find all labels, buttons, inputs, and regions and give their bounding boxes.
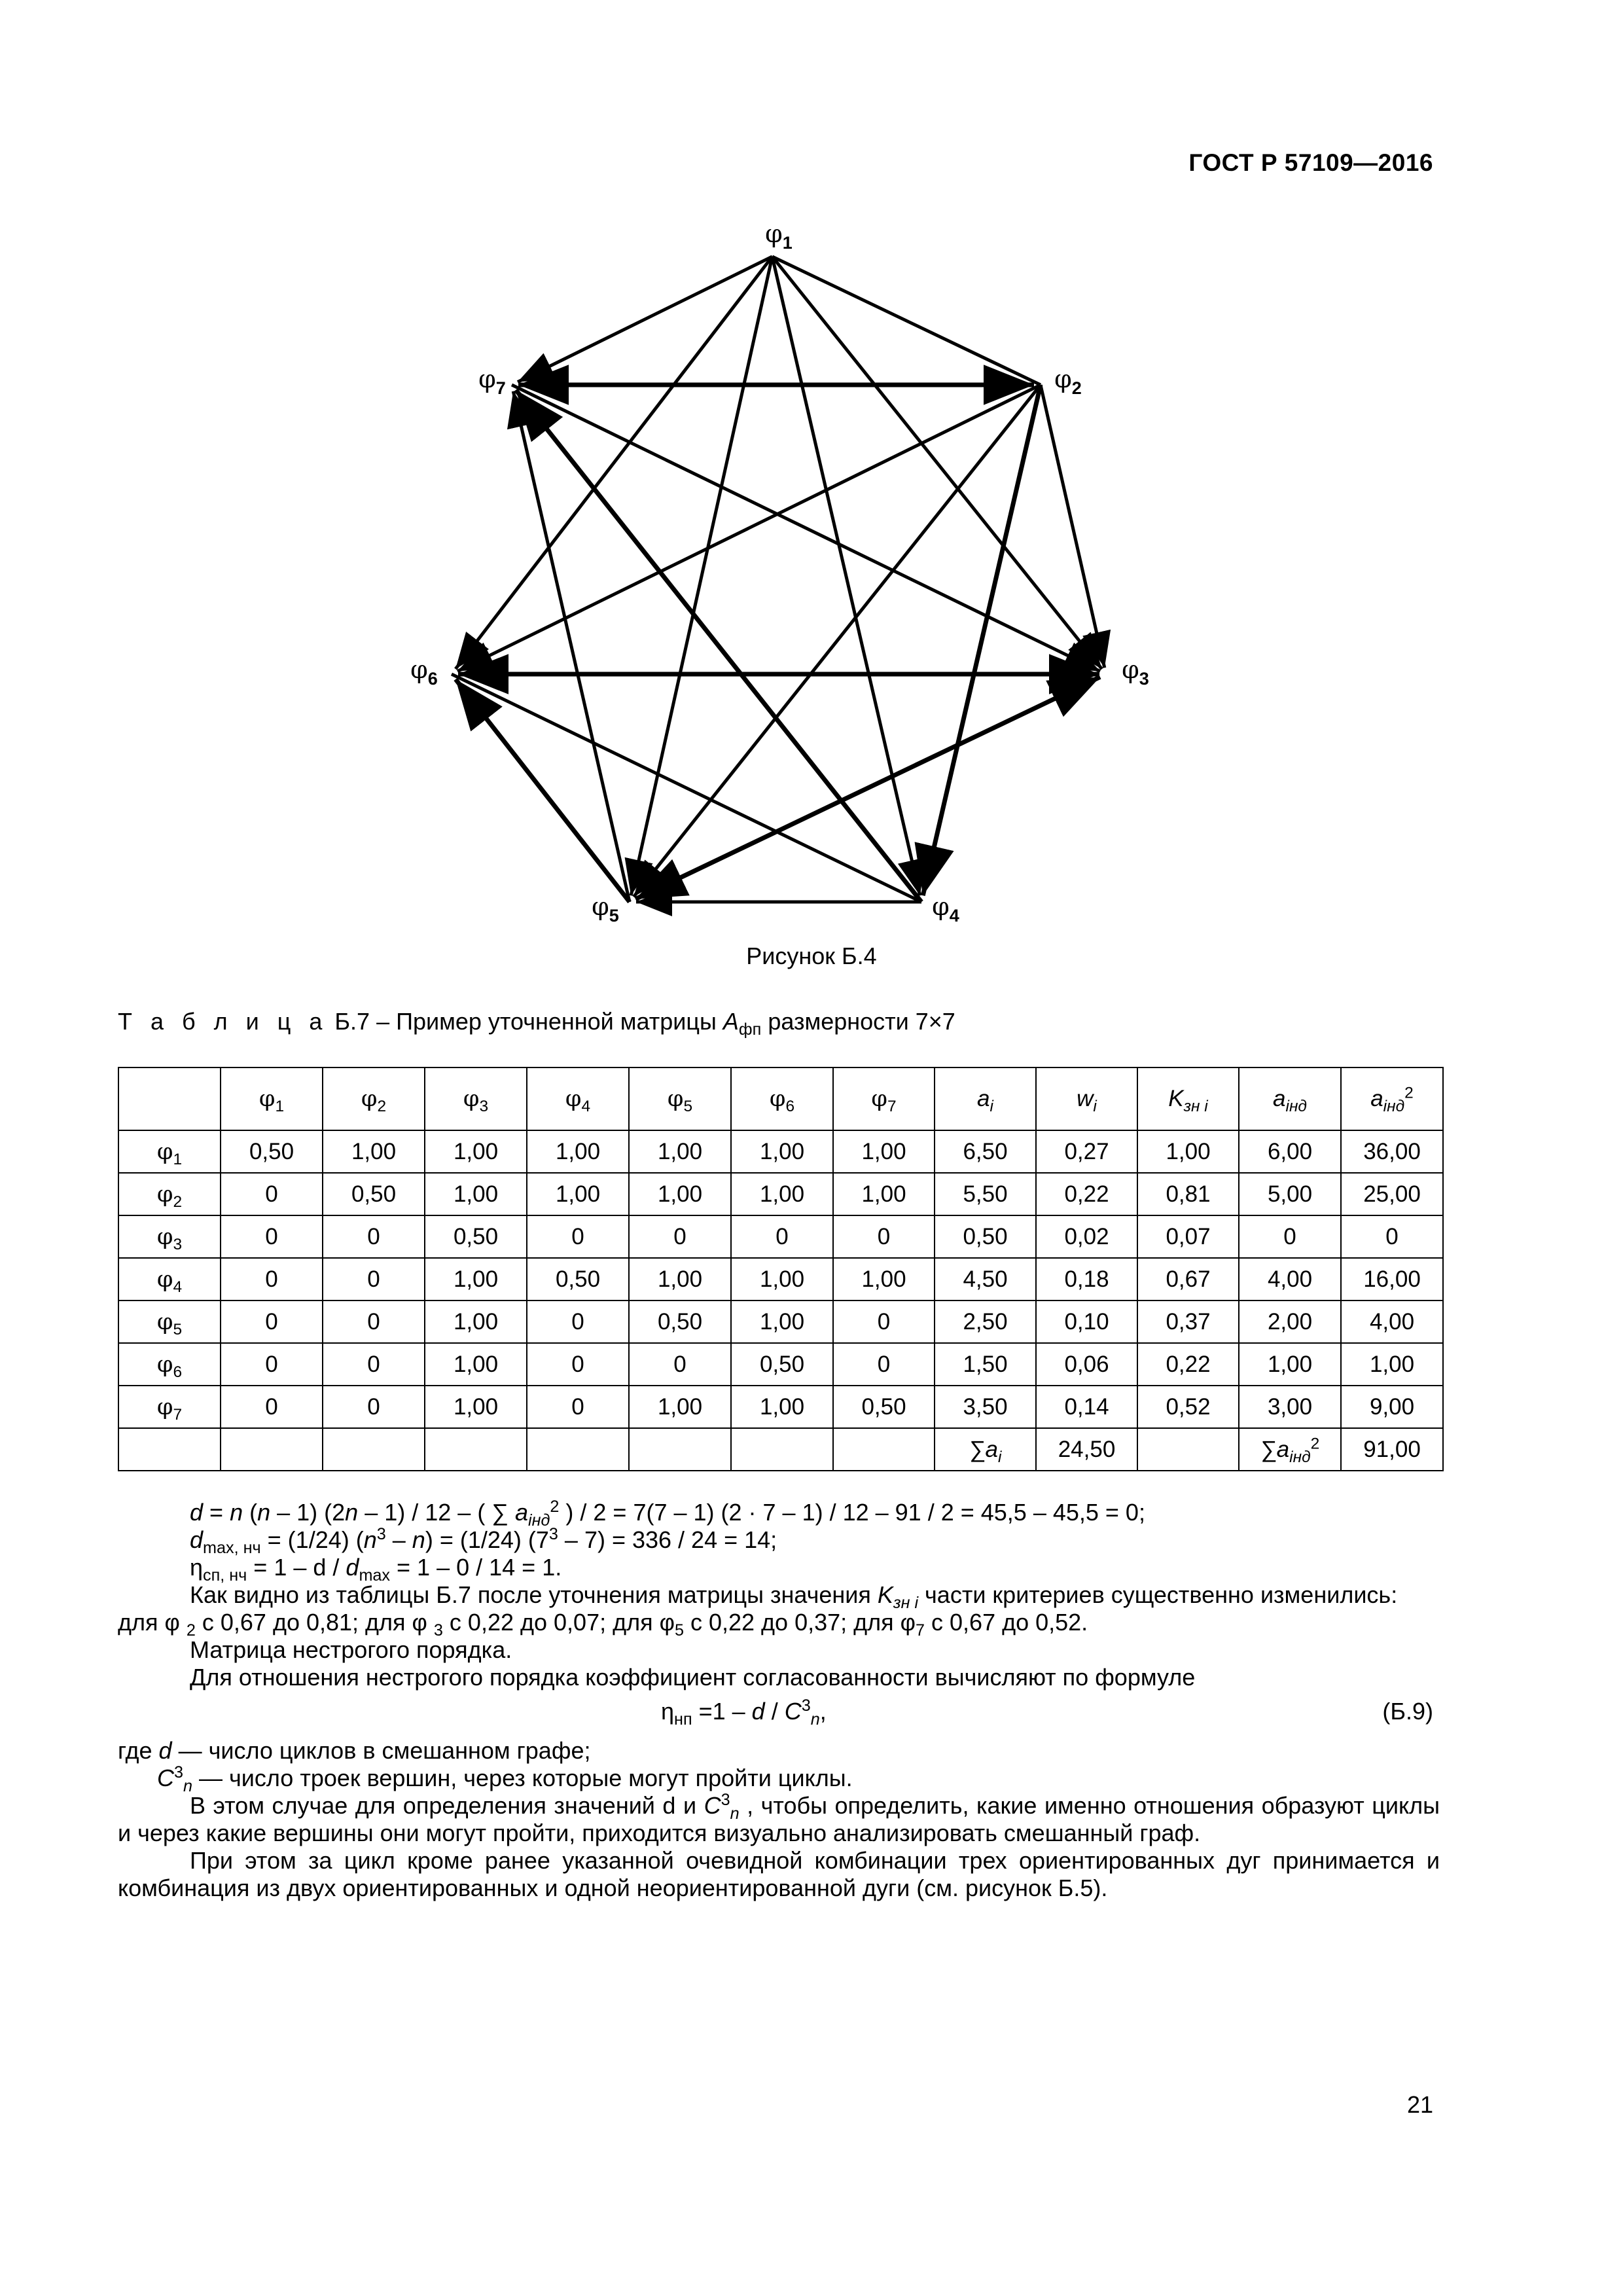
table-caption-number: Б.7 <box>334 1008 370 1035</box>
table-cell: 2,00 <box>1239 1300 1341 1343</box>
table-cell: 1,00 <box>629 1386 731 1428</box>
table-cell: 0 <box>323 1215 425 1258</box>
table-caption-symbol: A <box>722 1008 739 1035</box>
table-row <box>118 1386 1443 1428</box>
header-cell-9: $w_i$ <box>1036 1067 1137 1130</box>
table-cell: 1,00 <box>1341 1343 1443 1386</box>
table-cell: 1,00 <box>527 1130 629 1173</box>
table-cell: 1,00 <box>425 1386 527 1428</box>
mixed-graph-figure <box>0 0 1623 956</box>
formula-dmax: $d_{max, нч} = (1/24)$ $(n^3 - n) = (1/24)$ $(7^3 - 7) = 336 / 24 = 14$; <box>190 1525 777 1558</box>
edge-5-3 <box>635 677 1100 899</box>
table-cell: 2,50 <box>935 1300 1036 1343</box>
sum-aind-label: $\sum a_{iнд}^2$ <box>1239 1428 1341 1471</box>
table-header-row <box>118 1067 1443 1130</box>
paragraph-cycle: При этом за цикл кроме ранее указанной очевидной комбинации трех ориентированных дуг принимается и комбинация из двух ориентированных и одной неориентированной дуги (см. рисунок Б.5). <box>118 1847 1440 1901</box>
table-cell: 0 <box>221 1300 323 1343</box>
standard-header: ГОСТ Р 57109—2016 <box>1188 149 1433 176</box>
table-cell: 1,00 <box>1239 1343 1341 1386</box>
table-cell: 0,22 <box>1137 1343 1239 1386</box>
sum-row-cell <box>629 1428 731 1471</box>
sum-row-cell <box>221 1428 323 1471</box>
sum-ai-label: $\sum a_i$ <box>935 1428 1036 1471</box>
paragraph-change-intro: Как видно из таблицы Б.7 после уточнения матрицы значения $K_{зн i}$ части критериев существенно изменились: <box>190 1581 1398 1613</box>
table-cell: 0 <box>629 1215 731 1258</box>
figure-caption: Рисунок Б.4 <box>746 942 877 969</box>
table-cell: 0 <box>1341 1215 1443 1258</box>
table-cell: 0,81 <box>1137 1173 1239 1215</box>
sum-row-cell <box>731 1428 833 1471</box>
header-cell-0 <box>118 1067 221 1130</box>
table-cell: 16,00 <box>1341 1258 1443 1300</box>
table-cell: 0 <box>833 1215 935 1258</box>
table-cell: 1,00 <box>425 1343 527 1386</box>
table-cell: 1,00 <box>629 1258 731 1300</box>
table-cell: 4,50 <box>935 1258 1036 1300</box>
table-cell: 0 <box>221 1258 323 1300</box>
table-cell: 1,00 <box>731 1300 833 1343</box>
table-cell: 1,00 <box>731 1173 833 1215</box>
table-cell: 1,00 <box>323 1130 425 1173</box>
table-cell: 0,50 <box>629 1300 731 1343</box>
table-cell: 0,50 <box>425 1215 527 1258</box>
table-row <box>118 1343 1443 1386</box>
table-caption-tail: размерности 7×7 <box>768 1008 955 1035</box>
table-cell: 0,27 <box>1036 1130 1137 1173</box>
table-cell: 1,00 <box>425 1300 527 1343</box>
table-cell: 0 <box>833 1300 935 1343</box>
formula-d: d = n (n – 1) (2n – 1) / 12 – ( ∑ $a_{iнд}^2$ ) / 2 = 7(7 – 1) (2 · 7 – 1) / 12 – 91 / 2 = 45,5 – 45,5 = 0; <box>190 1498 1145 1530</box>
table-cell: 0 <box>527 1343 629 1386</box>
refined-matrix-table <box>118 1067 1444 1471</box>
table-cell: 4,00 <box>1239 1258 1341 1300</box>
table-cell: 1,00 <box>833 1130 935 1173</box>
header-cell-4: $\varphi_4$ <box>527 1067 629 1130</box>
table-cell: 0 <box>221 1173 323 1215</box>
table-cell: 0 <box>221 1343 323 1386</box>
table-cell: 0 <box>323 1300 425 1343</box>
table-cell: 1,00 <box>833 1258 935 1300</box>
sum-ai-value: 24,50 <box>1036 1428 1137 1471</box>
table-cell: 0,02 <box>1036 1215 1137 1258</box>
body-text <box>118 1499 1440 1902</box>
table-caption-word: Т а б л и ц а <box>118 1008 329 1035</box>
table-cell: 0 <box>323 1343 425 1386</box>
node-label-phi-1: $\varphi_1$ <box>765 219 793 253</box>
table-cell: 6,00 <box>1239 1130 1341 1173</box>
table-cell: 0,67 <box>1137 1258 1239 1300</box>
edge-6-4 <box>452 674 921 902</box>
node-label-phi-5: $\varphi_5$ <box>592 892 619 925</box>
table-cell: 0,50 <box>323 1173 425 1215</box>
table-cell: 9,00 <box>1341 1386 1443 1428</box>
table-cell: 0 <box>1239 1215 1341 1258</box>
header-cell-11: $a_{iнд}$ <box>1239 1067 1341 1130</box>
table-cell: 1,50 <box>935 1343 1036 1386</box>
formula-eta-sp: $\eta_{сп, нч} = 1 - d / d_{max} = 1 - 0 / 14 = 1$. <box>190 1554 562 1585</box>
table-caption <box>118 1008 955 1039</box>
table-cell: 1,00 <box>1137 1130 1239 1173</box>
edge-1-2 <box>772 257 1041 385</box>
table-cell: 0,50 <box>731 1343 833 1386</box>
sum-row-cell <box>118 1428 221 1471</box>
header-cell-5: $\varphi_5$ <box>629 1067 731 1130</box>
paragraph-nonstrict: Матрица нестрогого порядка. <box>190 1636 512 1663</box>
sum-row-cell <box>323 1428 425 1471</box>
table-cell: 0 <box>527 1300 629 1343</box>
header-cell-6: $\varphi_6$ <box>731 1067 833 1130</box>
header-cell-12: $a_{iнд}^2$ <box>1341 1067 1443 1130</box>
node-label-phi-4: $\varphi_4$ <box>932 892 959 925</box>
row-label-phi-6: $\varphi_6$ <box>118 1343 221 1386</box>
table-cell: 1,00 <box>425 1173 527 1215</box>
table-cell: 1,00 <box>425 1130 527 1173</box>
table-row <box>118 1215 1443 1258</box>
table-cell: 0,52 <box>1137 1386 1239 1428</box>
table-cell: 1,00 <box>629 1130 731 1173</box>
sum-aind-value: 91,00 <box>1341 1428 1443 1471</box>
table-cell: 1,00 <box>425 1258 527 1300</box>
table-caption-text: – Пример уточненной матрицы <box>376 1008 717 1035</box>
table-cell: 0 <box>731 1215 833 1258</box>
edge-1-6 <box>455 257 772 669</box>
table-cell: 0,06 <box>1036 1343 1137 1386</box>
header-cell-3: $\varphi_3$ <box>425 1067 527 1130</box>
row-label-phi-7: $\varphi_7$ <box>118 1386 221 1428</box>
table-cell: 0,22 <box>1036 1173 1137 1215</box>
header-cell-7: $\varphi_7$ <box>833 1067 935 1130</box>
table-cell: 3,00 <box>1239 1386 1341 1428</box>
table-sum-row <box>118 1428 1443 1471</box>
table-cell: 0 <box>527 1386 629 1428</box>
table-cell: 1,00 <box>731 1258 833 1300</box>
header-cell-1: $\varphi_1$ <box>221 1067 323 1130</box>
edge-7-3 <box>512 385 1100 672</box>
table-cell: 25,00 <box>1341 1173 1443 1215</box>
table-row <box>118 1258 1443 1300</box>
table-cell: 4,00 <box>1341 1300 1443 1343</box>
table-cell: 1,00 <box>527 1173 629 1215</box>
sum-row-cell <box>833 1428 935 1471</box>
table-cell: 0,18 <box>1036 1258 1137 1300</box>
table-cell: 0,10 <box>1036 1300 1137 1343</box>
table-cell: 1,00 <box>731 1130 833 1173</box>
table-cell: 0 <box>629 1343 731 1386</box>
node-label-phi-2: $\varphi_2$ <box>1054 365 1082 398</box>
edge-1-3 <box>772 257 1102 669</box>
row-label-phi-5: $\varphi_5$ <box>118 1300 221 1343</box>
sum-row-cell <box>425 1428 527 1471</box>
table-cell: 1,00 <box>629 1173 731 1215</box>
table-cell: 0 <box>221 1386 323 1428</box>
table-cell: 0 <box>833 1343 935 1386</box>
table-cell: 0,50 <box>935 1215 1036 1258</box>
where-d: где d — число циклов в смешанном графе; <box>118 1737 591 1764</box>
table-cell: 0,07 <box>1137 1215 1239 1258</box>
header-cell-2: $\varphi_2$ <box>323 1067 425 1130</box>
row-label-phi-1: $\varphi_1$ <box>118 1130 221 1173</box>
table-cell: 0 <box>323 1386 425 1428</box>
table-row <box>118 1173 1443 1215</box>
table-caption-symbol-sub: фп <box>738 1020 762 1039</box>
table-cell: 3,50 <box>935 1386 1036 1428</box>
node-label-phi-3: $\varphi_3$ <box>1122 655 1149 689</box>
table-cell: 0 <box>527 1215 629 1258</box>
node-label-phi-7: $\varphi_7$ <box>478 365 506 398</box>
table-cell: 0 <box>221 1215 323 1258</box>
row-label-phi-2: $\varphi_2$ <box>118 1173 221 1215</box>
edge-2-3 <box>1041 385 1105 668</box>
header-cell-8: $a_i$ <box>935 1067 1036 1130</box>
sum-row-cell <box>1137 1428 1239 1471</box>
table-cell: 0,37 <box>1137 1300 1239 1343</box>
edge-1-7 <box>518 257 772 382</box>
table-cell: 5,00 <box>1239 1173 1341 1215</box>
row-label-phi-3: $\varphi_3$ <box>118 1215 221 1258</box>
row-label-phi-4: $\varphi_4$ <box>118 1258 221 1300</box>
formula-b9: $\eta_{нп} =1 - d / C^3_n$, <box>661 1696 827 1729</box>
paragraph-analysis: В этом случае для определения значений d и $C^3_n$ , чтобы определить, какие именно отношения образуют циклы и через какие вершины они могут пройти, приходится визуально анализировать смешанный граф. <box>118 1791 1440 1846</box>
formula-b9-number: (Б.9) <box>1382 1698 1433 1725</box>
table-cell: 1,00 <box>731 1386 833 1428</box>
sum-row-cell <box>527 1428 629 1471</box>
page-number: 21 <box>1406 2091 1433 2118</box>
table-cell: 1,00 <box>833 1173 935 1215</box>
table-row <box>118 1130 1443 1173</box>
table-cell: 0,50 <box>221 1130 323 1173</box>
paragraph-formula-intro: Для отношения нестрогого порядка коэффициент согласованности вычисляют по формуле <box>190 1664 1196 1691</box>
table-cell: 5,50 <box>935 1173 1036 1215</box>
table-row <box>118 1300 1443 1343</box>
table-cell: 36,00 <box>1341 1130 1443 1173</box>
node-label-phi-6: $\varphi_6$ <box>410 655 438 689</box>
header-cell-10: $K_{зн i}$ <box>1137 1067 1239 1130</box>
formula-b9-row <box>118 1698 1440 1737</box>
table-cell: 0,50 <box>833 1386 935 1428</box>
table-cell: 6,50 <box>935 1130 1036 1173</box>
paragraph-change-values: для φ $_2$ с 0,67 до 0,81; для φ $_3$ с 0,22 до 0,07; для $\varphi_5$ с 0,22 до 0,37; для $\varphi_7$ с 0,67 до 0,52. <box>118 1609 1088 1640</box>
table-cell: 0,50 <box>527 1258 629 1300</box>
table-cell: 0,14 <box>1036 1386 1137 1428</box>
where-c: $C^3_n$ — число троек вершин, через которые могут пройти циклы. <box>157 1763 853 1796</box>
table-cell: 0 <box>323 1258 425 1300</box>
